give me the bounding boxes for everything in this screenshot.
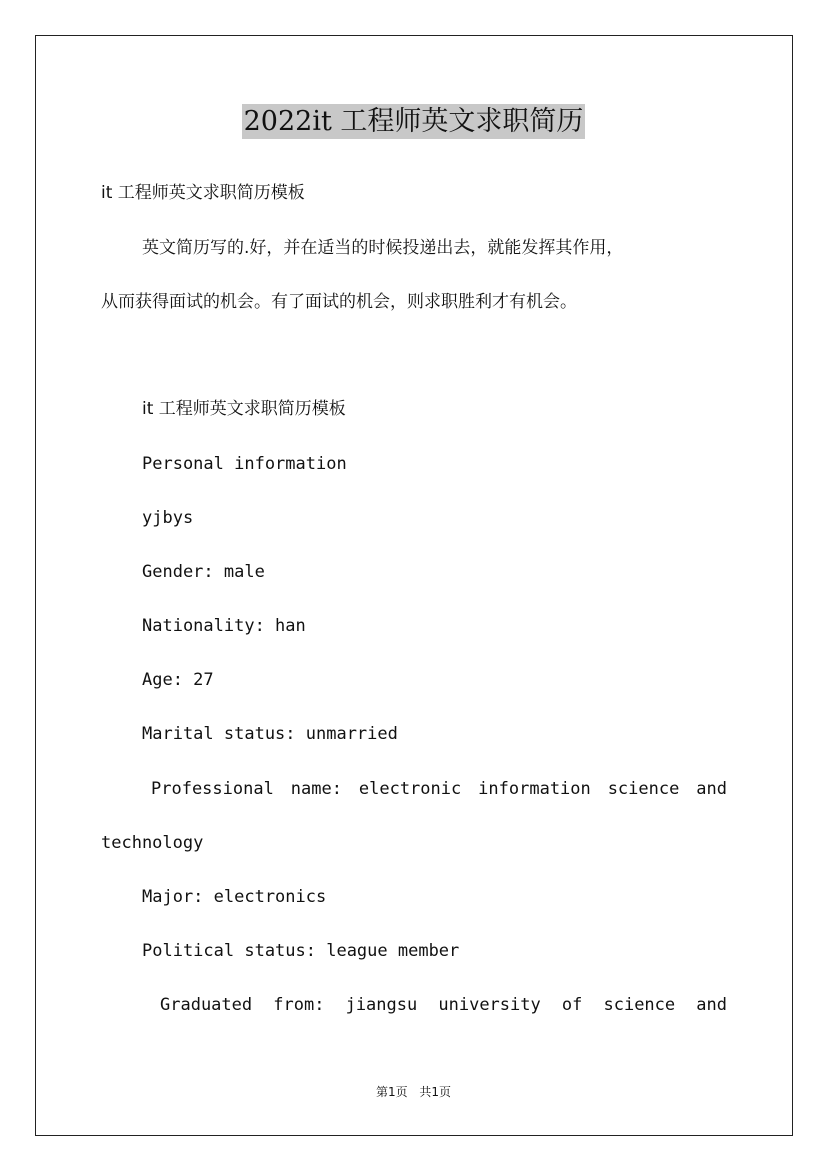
document-title [0,100,827,144]
marital-status-line: Marital status: unmarried [142,724,398,744]
graduated-line-1: Graduated from: jiangsu university of science and [160,995,727,1015]
age-line: Age: 27 [142,670,214,690]
document-title-text: 2022it 工程师英文求职简历 [243,106,584,137]
subtitle: it 工程师英文求职简历模板 [101,183,305,203]
political-status-line: Political status: league member [142,941,460,961]
gender-line: Gender: male [142,562,265,582]
professional-name-line-2: technology [101,833,204,853]
resume-heading: it 工程师英文求职简历模板 [142,399,346,419]
personal-info-heading: Personal information [142,454,347,474]
intro-line-1: 英文简历写的.好，并在适当的时候投递出去，就能发挥其作用， [142,238,624,258]
page-footer [0,1083,827,1101]
intro-line-2: 从而获得面试的机会。有了面试的机会，则求职胜利才有机会。 [101,292,577,312]
page-total: 共1页 [419,1085,452,1099]
nationality-line: Nationality: han [142,616,306,636]
professional-name-line-1: Professional name: electronic information science and [151,779,727,799]
name-line: yjbys [142,508,194,528]
major-line: Major: electronics [142,887,327,907]
page-number: 第1页 [375,1085,408,1099]
